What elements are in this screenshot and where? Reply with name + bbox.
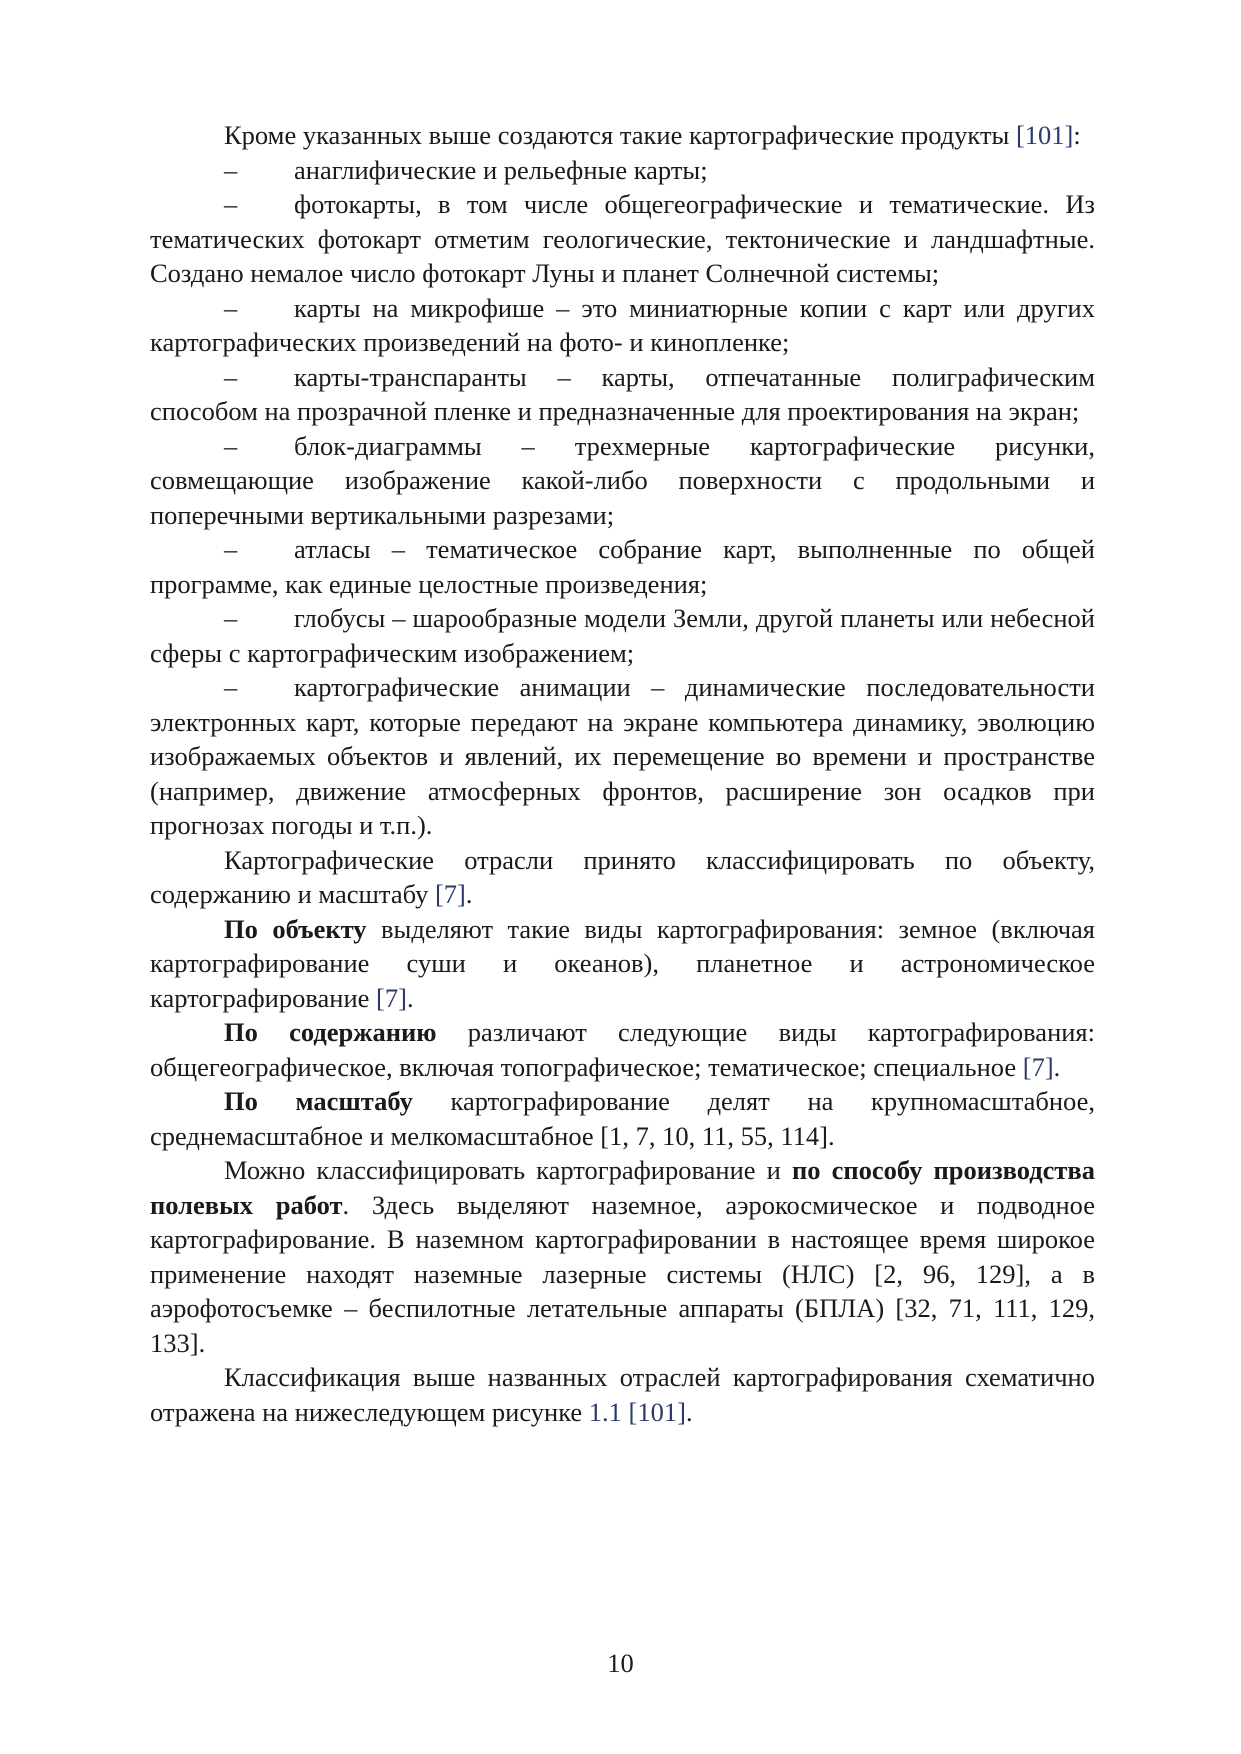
list-item-text: карты на микрофише – это миниатюрные копии с карт или других картографических произведений на фото- и кинопленке; xyxy=(150,292,1095,357)
method-paragraph xyxy=(150,1153,1095,1360)
figure-number-link[interactable]: 1.1 xyxy=(588,1396,622,1427)
object-heading: По объекту xyxy=(224,913,367,944)
page-body xyxy=(150,118,1095,1429)
intro-text: Кроме указанных выше создаются такие картографические продукты xyxy=(224,120,1016,150)
intro-reference: [101] xyxy=(1015,120,1074,150)
list-item xyxy=(150,429,1095,533)
figure-tail: . xyxy=(685,1396,693,1427)
object-reference: [7] xyxy=(376,982,407,1013)
classify-text: Картографические отрасли принято классифицировать по объекту, содержанию и масштабу xyxy=(150,844,1095,909)
list-item-text: картографические анимации – динамические последовательности электронных карт, которые передают на экране компьютера динамику, эволюцию изображаемых объектов и явлений, их перемещение во времени и пространстве (например, движение атмосферных фронтов, расширение зон осадков при прогнозах погоды и т.п.). xyxy=(150,672,1095,840)
list-dash: – xyxy=(224,672,238,702)
method-heading: по способу производства полевых работ xyxy=(150,1155,1095,1220)
object-text: выделяют такие виды картографирования: земное (включая картографирование суши и океанов), планетное и астрономическое картографирование xyxy=(150,913,1095,1013)
intro-paragraph xyxy=(150,118,1095,153)
list-item-text: блок-диаграммы – трехмерные картографические рисунки, совмещающие изображение какой-либо поверхности с продольными и поперечными вертикальными разрезами; xyxy=(150,430,1095,530)
figure-reference[interactable]: [101] xyxy=(628,1396,686,1427)
content-paragraph xyxy=(150,1015,1095,1084)
list-dash: – xyxy=(224,534,238,564)
content-heading: По содержанию xyxy=(224,1017,437,1047)
list-item xyxy=(150,601,1095,670)
object-paragraph xyxy=(150,912,1095,1016)
list-item xyxy=(150,291,1095,360)
list-item-text: фотокарты, в том числе общегеографические и тематические. Из тематических фотокарт отметим геологические, тектонические и ландшафтные. Создано немалое число фотокарт Луны и планет Солнечной системы; xyxy=(150,189,1095,288)
scale-heading: По масштабу xyxy=(224,1086,413,1116)
object-tail: . xyxy=(406,982,414,1013)
list-item-text: атласы – тематическое собрание карт, выполненные по общей программе, как единые целостные произведения; xyxy=(150,534,1095,599)
method-text-1: Можно классифицировать картографирование и xyxy=(224,1155,792,1185)
list-dash: – xyxy=(224,154,238,185)
list-dash: – xyxy=(224,361,238,392)
classify-reference: [7] xyxy=(434,879,466,909)
list-item xyxy=(150,153,1095,188)
list-dash: – xyxy=(224,189,238,219)
list-dash: – xyxy=(224,430,238,461)
page-number: 10 xyxy=(607,1648,634,1678)
intro-tail: : xyxy=(1073,120,1081,150)
scale-text: картографирование делят на крупномасштабное, среднемасштабное и мелкомасштабное [1, 7, 10, 11, 55, 114]. xyxy=(150,1086,1095,1151)
scale-paragraph xyxy=(150,1084,1095,1153)
list-item xyxy=(150,532,1095,601)
figure-text: Классификация выше названных отраслей картографирования схематично отражена на нижеследующем рисунке xyxy=(150,1362,1095,1427)
list-dash: – xyxy=(224,603,238,633)
content-reference: [7] xyxy=(1022,1051,1054,1082)
list-item xyxy=(150,670,1095,843)
figure-paragraph xyxy=(150,1360,1095,1429)
classify-paragraph xyxy=(150,843,1095,912)
list-dash: – xyxy=(224,292,238,323)
classify-tail: . xyxy=(465,879,473,909)
content-tail: . xyxy=(1053,1051,1061,1082)
list-item xyxy=(150,360,1095,429)
list-item-text: карты-транспаранты – карты, отпечатанные полиграфическим способом на прозрачной пленке и предназначенные для проектирования на экран; xyxy=(150,361,1095,426)
content-text: различают следующие виды картографирования: общегеографическое, включая топографическое; тематическое; специальное xyxy=(150,1017,1095,1082)
list-item-text: анаглифические и рельефные карты; xyxy=(294,154,708,185)
list-item-text: глобусы – шарообразные модели Земли, другой планеты или небесной сферы с картографическим изображением; xyxy=(150,603,1095,668)
method-text-2: . Здесь выделяют наземное, аэрокосмическое и подводное картографирование. В наземном картографировании в настоящее время широкое применение находят наземные лазерные системы (НЛС) [2, 96, 129], а в аэрофотосъемке – беспилотные летательные аппараты (БПЛА) [32, 71, 111, 129, 133]. xyxy=(150,1189,1096,1358)
figure-space xyxy=(622,1397,629,1427)
list-item xyxy=(150,187,1095,291)
